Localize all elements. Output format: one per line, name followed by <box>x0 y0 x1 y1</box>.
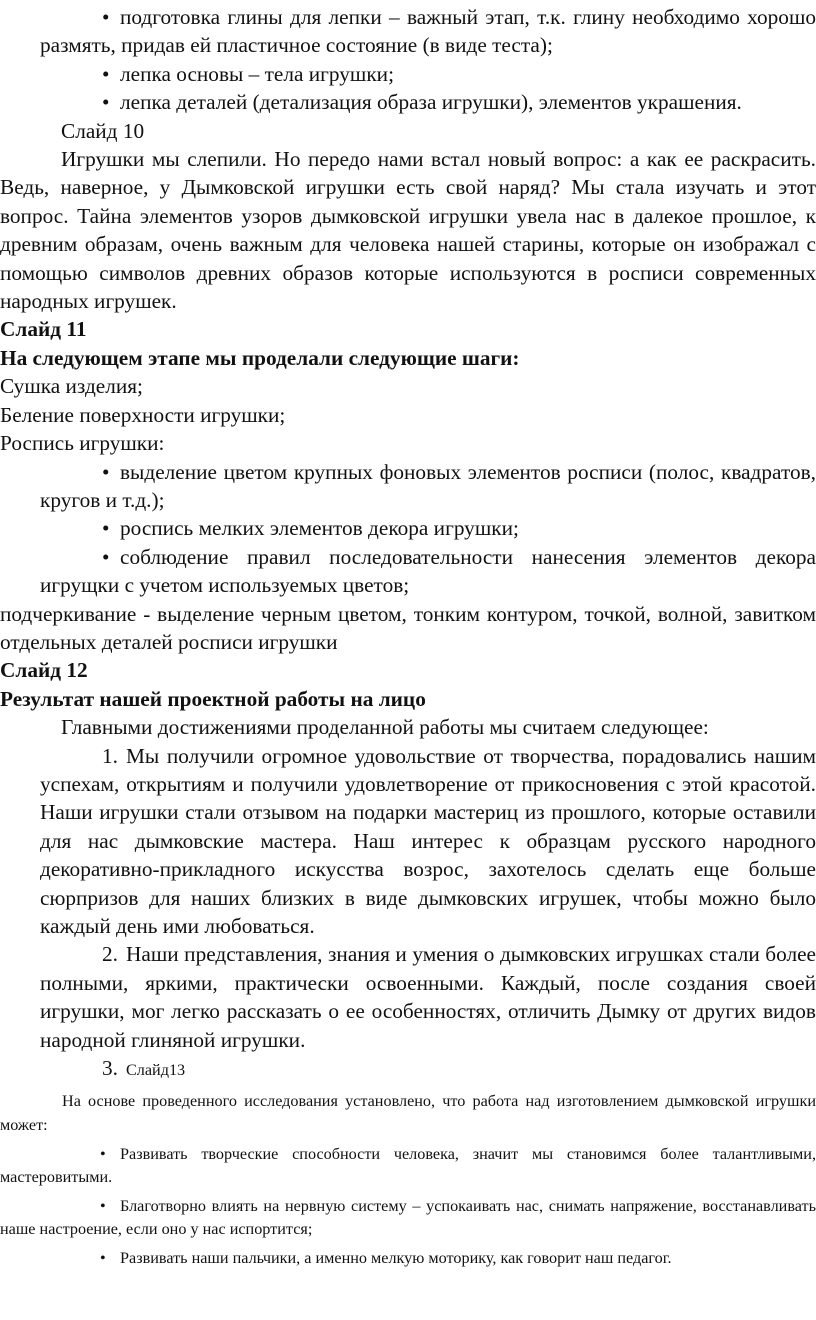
underline-paragraph: подчеркивание - выделение черным цветом, тонким контуром, точкой, волной, завитком отдельных деталей росписи игрушки <box>0 601 816 654</box>
slide-13-label: Слайд13 <box>126 1061 186 1080</box>
bullet-icon: • <box>100 1249 106 1267</box>
list-number: 3. <box>102 1056 118 1081</box>
achievement-2: 2. Наши представления, знания и умения о дымковских игрушках стали более полными, яркими, практически освоенными. Каждый, после создания своей игрушки, мог легко рассказать о ее особенностях, отличить Дымку от других видов народной глиняной игрушки. <box>40 942 816 1052</box>
top-bullet-1: • подготовка глины для лепки – важный этап, т.к. глину необходимо хорошо размять, придав ей пластичное состояние (в виде теста); <box>40 5 816 58</box>
bullet-icon: • <box>102 90 110 115</box>
achievement-3 <box>0 1054 816 1084</box>
step-painting: Роспись игрушки: <box>0 431 165 456</box>
step-whitening: Беление поверхности игрушки; <box>0 402 286 427</box>
achievement-1: 1. Мы получили огромное удовольствие от творчества, порадовались нашим успехам, открытиям и получили удовлетворение от прикосновения с этой красотой. Наши игрушки стали отзывом на подарки мастериц из прошлого, которые оставили для нас дымковские мастера. Наш интерес к образцам русского народного декоративно-прикладного искусства возрос, захотелось сделать еще больше сюрпризов для наших близких в виде дымковских игрушек, чтобы можно было каждый день ими любоваться. <box>40 743 816 938</box>
bullet-icon: • <box>102 544 110 569</box>
list-number: 2. <box>102 942 118 967</box>
slide-12-heading: Результат нашей проектной работы на лицо <box>0 686 426 711</box>
bullet-icon: • <box>102 459 110 484</box>
list-number: 1. <box>102 743 118 768</box>
bullet-icon: • <box>100 1196 106 1215</box>
bullet-icon: • <box>100 1144 106 1163</box>
bullet-icon: • <box>102 5 110 29</box>
paint-bullet-3: • соблюдение правил последовательности нанесения элементов декора игрущки с учетом используемых цветов; <box>40 544 816 598</box>
paint-bullet-2: • роспись мелких элементов декора игрушки; <box>0 514 816 542</box>
conclusion-intro: На основе проведенного исследования установлено, что работа над изготовлением дымковской игрушки может: <box>0 1092 816 1135</box>
document-page <box>0 3 816 1320</box>
slide-11-label: Слайд 11 <box>0 317 87 342</box>
slide-11-heading: На следующем этапе мы проделали следующие шаги: <box>0 345 520 370</box>
slide-10-label: Слайд 10 <box>61 118 145 143</box>
bullet-icon: • <box>102 516 110 541</box>
achievements-intro: Главными достижениями проделанной работы мы считаем следующее: <box>61 715 709 740</box>
conclusion-bullet-1: • Развивать творческие способности человека, значит мы становимся более талантливыми, мастеровитыми. <box>0 1144 816 1187</box>
top-bullet-2: • лепка основы – тела игрушки; <box>0 60 816 88</box>
bullet-icon: • <box>102 61 110 86</box>
slide-12-label: Слайд 12 <box>0 658 88 683</box>
conclusion-bullet-3: • Развивать наши пальчики, а именно мелкую моторику, как говорит наш педагог. <box>0 1247 816 1271</box>
conclusion-bullet-2: • Благотворно влиять на нервную систему – успокаивать нас, снимать напряжение, восстанавливать наше настроение, если оно у нас испортится; <box>0 1196 816 1239</box>
paint-bullet-1: • выделение цветом крупных фоновых элементов росписи (полос, квадратов, кругов и т.д.); <box>40 459 816 512</box>
step-drying: Сушка изделия; <box>0 374 143 399</box>
slide-10-paragraph: Игрушки мы слепили. Но передо нами встал новый вопрос: а как ее раскрасить. Ведь, наверное, у Дымковской игрушки есть свой наряд? Мы стала изучать и этот вопрос. Тайна элементов узоров дымковской игрушки увела нас в далекое прошлое, к древним образам, очень важным для человека нашей старины, которые он изображал с помощью символов древних образов которые используются в росписи современных народных игрушек. <box>0 147 816 314</box>
top-bullet-3: • лепка деталей (детализация образа игрушки), элементов украшения. <box>0 88 816 116</box>
